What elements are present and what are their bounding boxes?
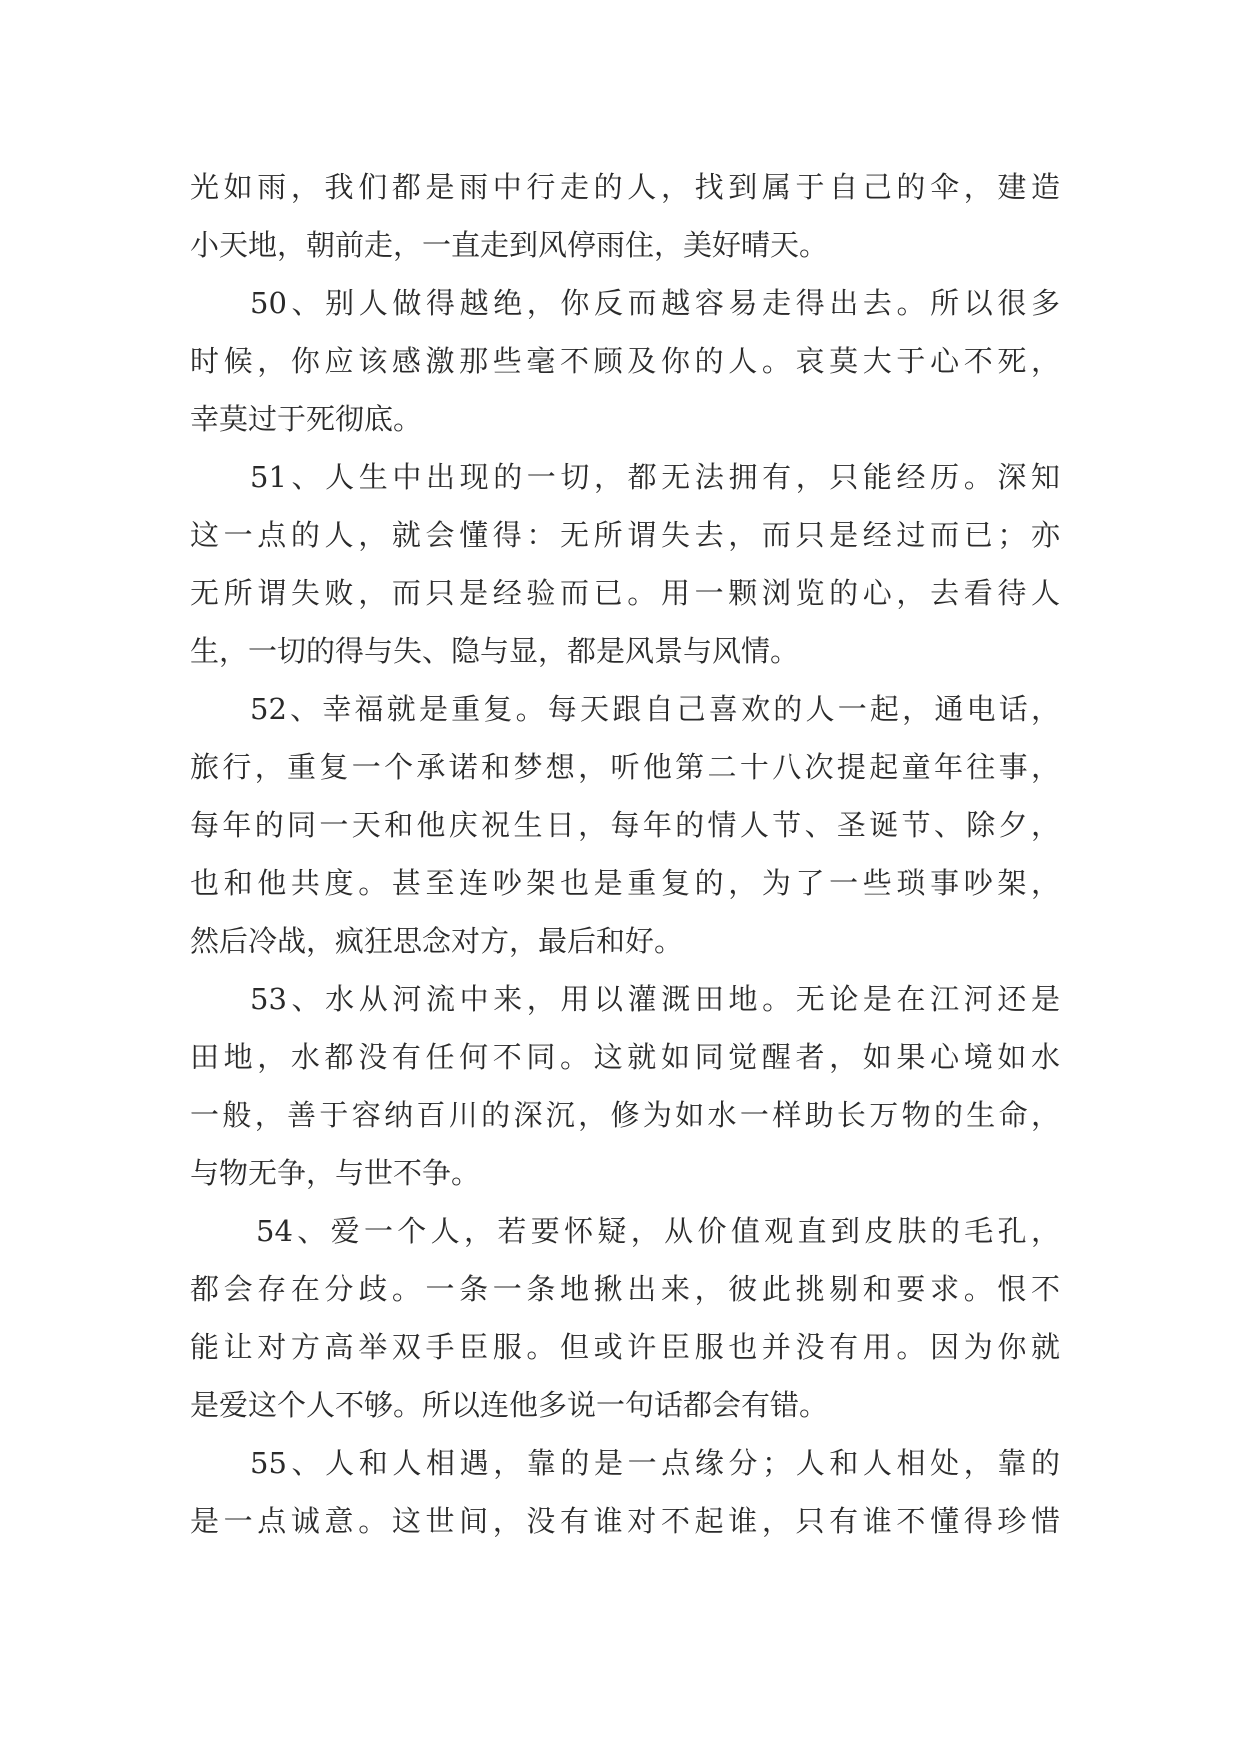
text-line: 时候，你应该感激那些毫不顾及你的人。哀莫大于心不死，: [190, 344, 1060, 378]
text-line: 然后冷战，疯狂思念对方，最后和好。: [190, 924, 684, 958]
text-line: 这一点的人，就会懂得：无所谓失去，而只是经过而已；亦: [190, 518, 1060, 552]
text-line: 一般，善于容纳百川的深沉，修为如水一样助长万物的生命，: [190, 1098, 1060, 1132]
text-line: 无所谓失败，而只是经验而已。用一颗浏览的心，去看待人: [190, 576, 1060, 610]
text-line: 光如雨，我们都是雨中行走的人，找到属于自己的伞，建造: [190, 170, 1060, 204]
text-line: 是一点诚意。这世间，没有谁对不起谁，只有谁不懂得珍惜: [190, 1504, 1060, 1538]
text-line: 小天地，朝前走，一直走到风停雨住，美好晴天。: [190, 228, 829, 262]
text-line: 能让对方高举双手臣服。但或许臣服也并没有用。因为你就: [190, 1330, 1060, 1364]
paragraph-start-line: 52、幸福就是重复。每天跟自己喜欢的人一起，通电话，: [250, 692, 1060, 726]
text-line: 幸莫过于死彻底。: [190, 402, 423, 436]
text-line: 都会存在分歧。一条一条地揪出来，彼此挑剔和要求。恨不: [190, 1272, 1060, 1306]
text-line: 也和他共度。甚至连吵架也是重复的，为了一些琐事吵架，: [190, 866, 1060, 900]
text-line: 旅行，重复一个承诺和梦想，听他第二十八次提起童年往事，: [190, 750, 1060, 784]
paragraph-start-line: 53、水从河流中来，用以灌溉田地。无论是在江河还是: [250, 982, 1060, 1016]
text-line: 田地，水都没有任何不同。这就如同觉醒者，如果心境如水: [190, 1040, 1060, 1074]
paragraph-start-line: 55、人和人相遇，靠的是一点缘分；人和人相处，靠的: [250, 1446, 1060, 1480]
paragraph-start-line: 54、爱一个人，若要怀疑，从价值观直到皮肤的毛孔，: [256, 1214, 1060, 1248]
text-line: 生，一切的得与失、隐与显，都是风景与风情。: [190, 634, 800, 668]
paragraph-start-line: 50、别人做得越绝，你反而越容易走得出去。所以很多: [250, 286, 1060, 320]
text-line: 每年的同一天和他庆祝生日，每年的情人节、圣诞节、除夕，: [190, 808, 1060, 842]
text-line: 是爱这个人不够。所以连他多说一句话都会有错。: [190, 1388, 829, 1422]
paragraph-start-line: 51、人生中出现的一切，都无法拥有，只能经历。深知: [250, 460, 1060, 494]
text-line: 与物无争，与世不争。: [190, 1156, 481, 1190]
